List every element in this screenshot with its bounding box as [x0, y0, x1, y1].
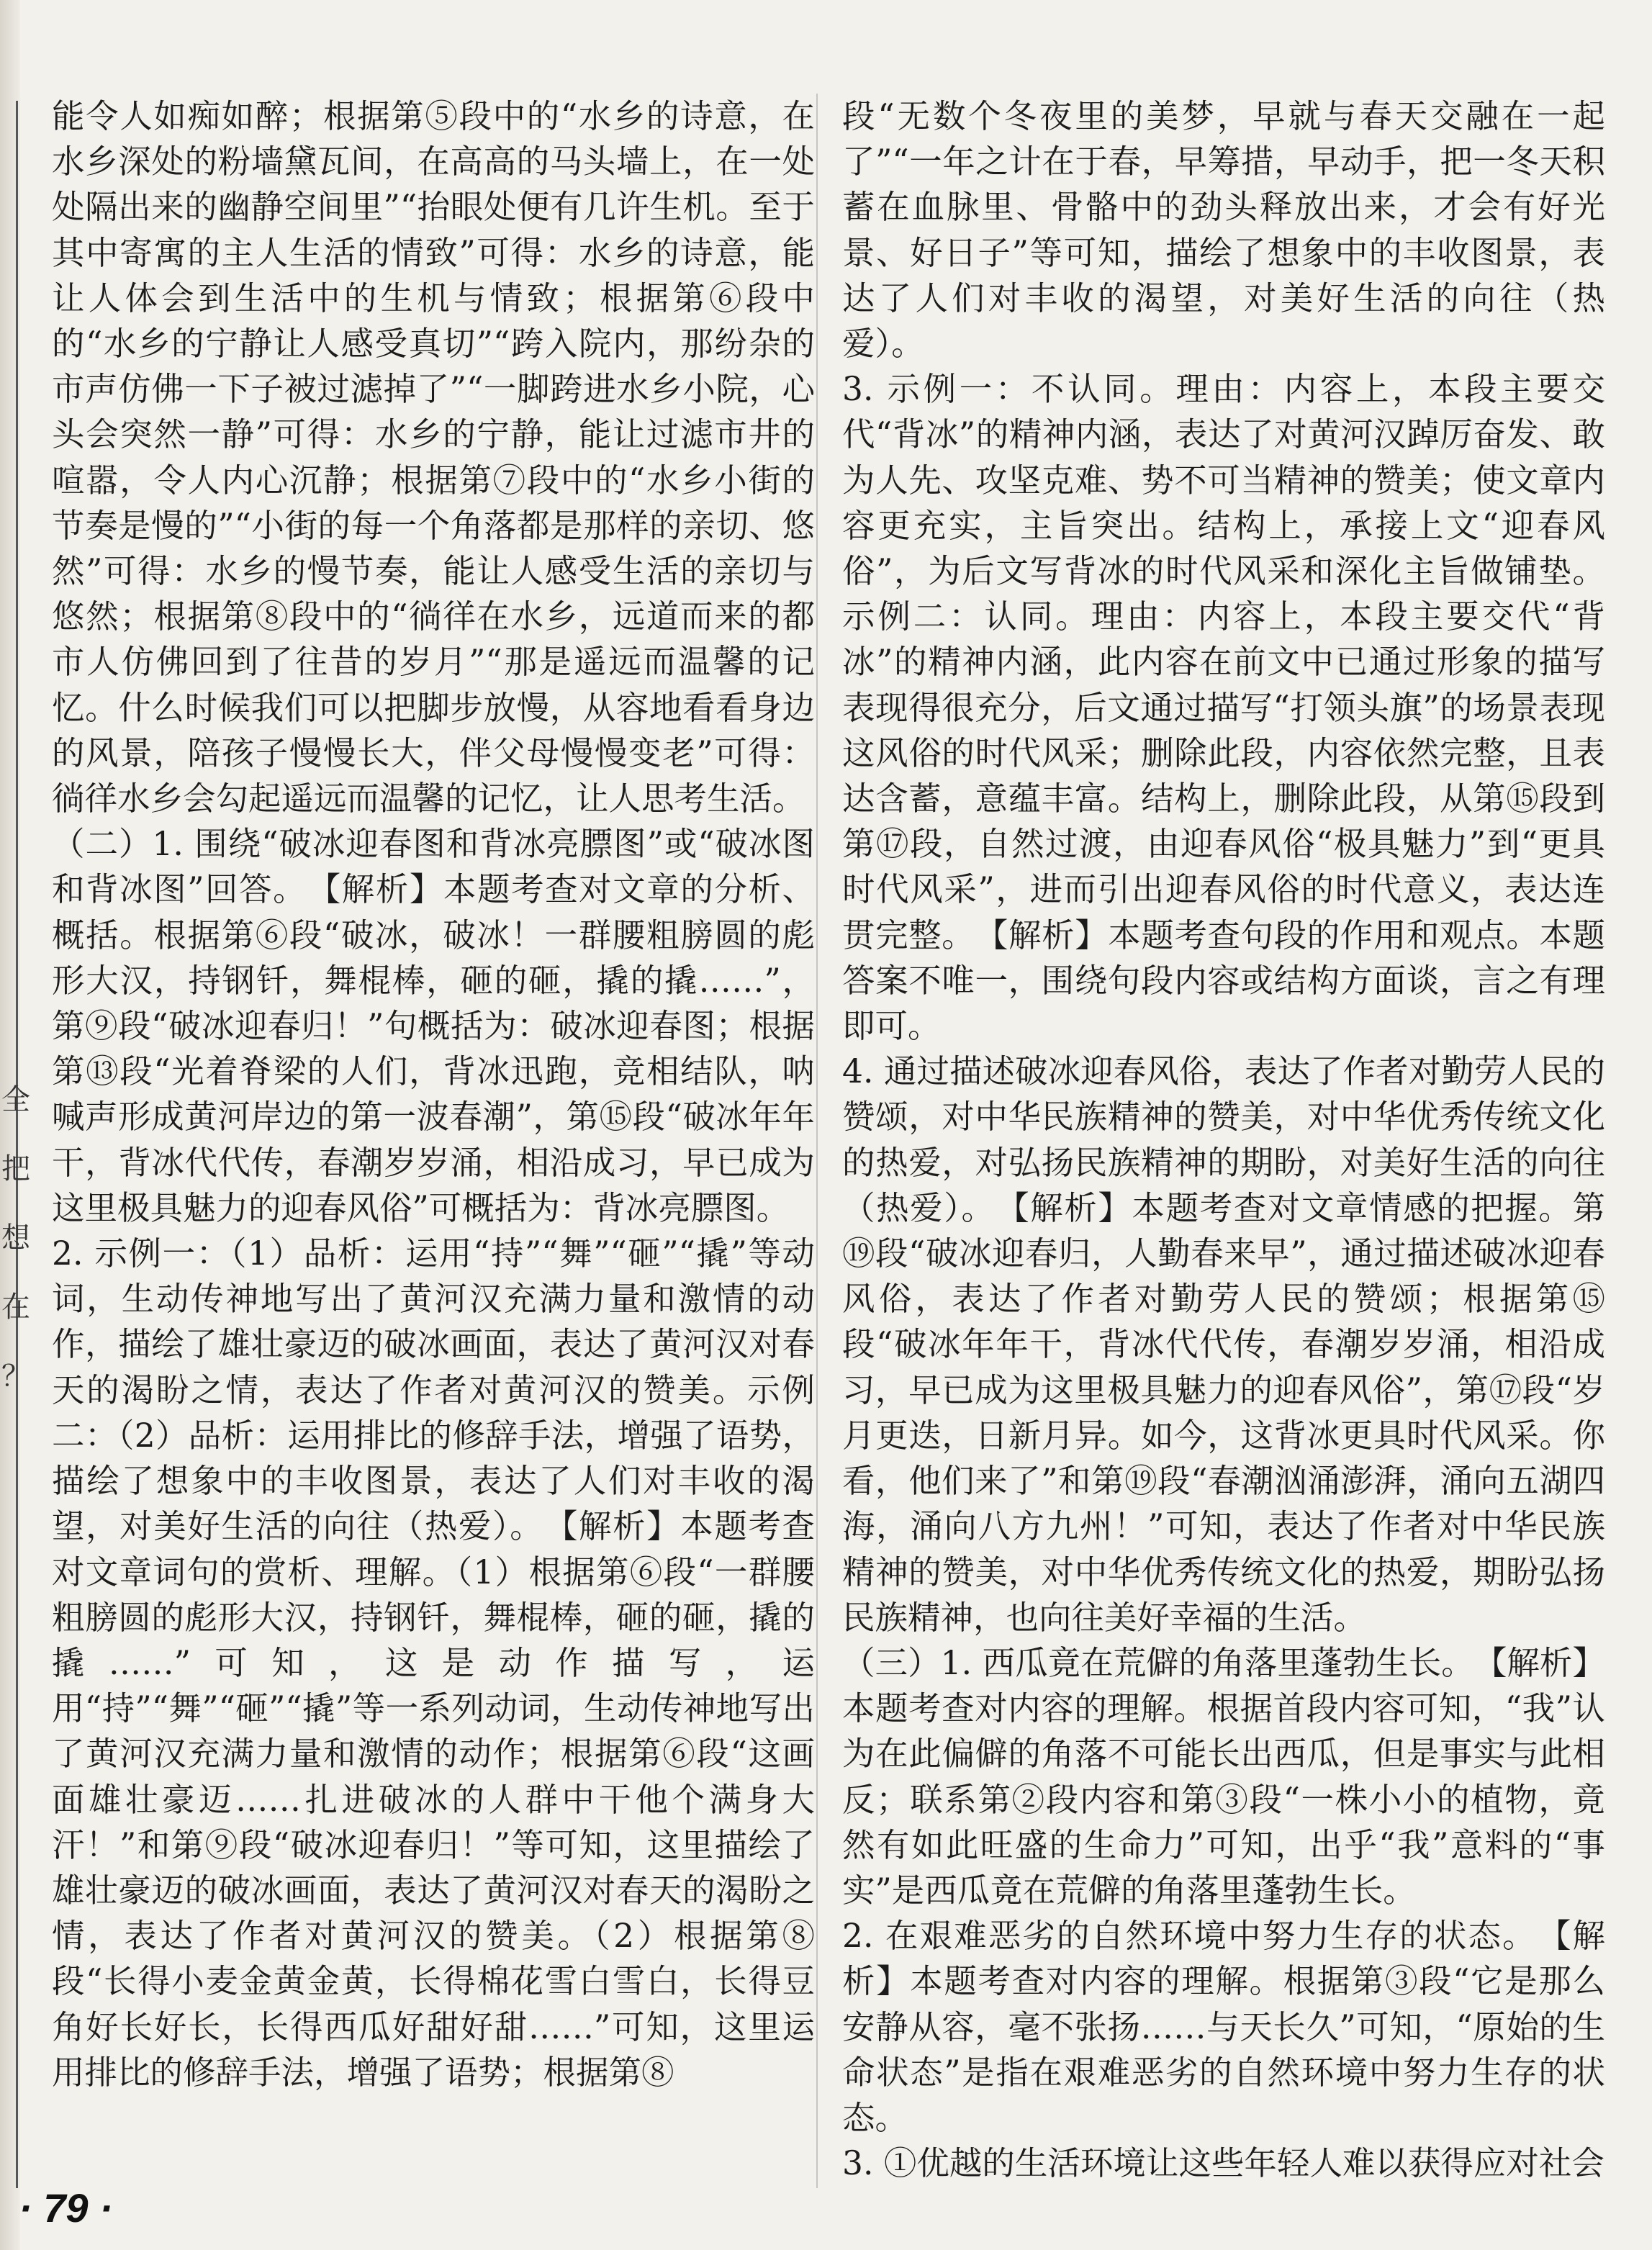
paragraph: 能令人如痴如醉；根据第⑤段中的“水乡的诗意，在水乡深处的粉墙黛瓦间，在高高的马头墙上，在一处处隔出来的幽静空间里”“抬眼处便有几许生机。至于其中寄寓的主人生活的情致”可得：水乡的诗意，能让人体会到生活中的生机与情致；根据第⑥段中的“水乡的宁静让人感受真切”“跨入院内，那纷杂的市声仿佛一下子被过滤掉了”“一脚跨进水乡小院，心头会突然一静”可得：水乡的宁静，能让过滤市井的喧嚣，令人内心沉静；根据第⑦段中的“水乡小街的节奏是慢的”“小街的每一个角落都是那样的亲切、悠然”可得：水乡的慢节奏，能让人感受生活的亲切与悠然；根据第⑧段中的“徜徉在水乡，远道而来的都市人仿佛回到了往昔的岁月”“那是遥远而温馨的记忆。什么时候我们可以把脚步放慢，从容地看看身边的风景，陪孩子慢慢长大，伴父母慢慢变老”可得：徜徉水乡会勾起遥远而温馨的记忆，让人思考生活。: [52, 97, 815, 818]
paragraph: 2. 在艰难恶劣的自然环境中努力生存的状态。 【解析】本题考查对内容的理解。根据第③段“它是那么安静从容，毫不张扬……与天长久”可知，“原始的生命状态”是指在艰难恶劣的自然环境中努力生存的状态。: [842, 1917, 1605, 2137]
page-number: · 79 ·: [19, 2185, 113, 2231]
paragraph: 2. 示例一：（1）品析：运用“持”“舞”“砸”“撬”等动词，生动传神地写出了黄河汉充满力量和激情的动作，描绘了雄壮豪迈的破冰画面，表达了黄河汉对春天的渴盼之情，表达了作者对黄河汉的赞美。示例二：（2）品析：运用排比的修辞手法，增强了语势，描绘了想象中的丰收图景，表达了人们对丰收的渴望，对美好生活的向往（热爱）。 【解析】本题考查对文章词句的赏析、理解。（1）根据第⑥段“一群腰粗膀圆的彪形大汉，持钢钎，舞棍棒，砸的砸，撬的撬……”可知，这是动作描写，运用“持”“舞”“砸”“撬”等一系列动词，生动传神地写出了黄河汉充满力量和激情的动作；根据第⑥段“这画面雄壮豪迈……扎进破冰的人群中干他个满身大汗！”和第⑨段“破冰迎春归！”等可知，这里描绘了雄壮豪迈的破冰画面，表达了黄河汉对春天的渴盼之情，表达了作者对黄河汉的赞美。（2）根据第⑧段“长得小麦金黄金黄，长得棉花雪白雪白，长得豆角好长好长，长得西瓜好甜好甜……”可知，这里运用排比的修辞手法，增强了语势；根据第⑧: [52, 1234, 815, 2092]
right-column: [842, 94, 1605, 2186]
paragraph: （三）1. 西瓜竟在荒僻的角落里蓬勃生长。 【解析】本题考查对内容的理解。根据首段内容可知，“我”认为在此偏僻的角落不可能长出西瓜，但是事实与此相反；联系第②段内容和第③段“一株小小的植物，竟然有如此旺盛的生命力”可知，出乎“我”意料的“事实”是西瓜竟在荒僻的角落里蓬勃生长。: [842, 1643, 1605, 1910]
margin-glyph: 想: [1, 1221, 30, 1255]
margin-glyphs: [1, 1065, 30, 1411]
margin-glyph: 在: [1, 1291, 30, 1324]
margin-glyph: 全: [1, 1083, 30, 1116]
paragraph: 段“无数个冬夜里的美梦，早就与春天交融在一起了”“一年之计在于春，早筹措，早动手，把一冬天积蓄在血脉里、骨骼中的劲头释放出来，才会有好光景、好日子”等可知，描绘了想象中的丰收图景，表达了人们对丰收的渴望，对美好生活的向往（热爱）。: [842, 97, 1605, 363]
paragraph: 4. 通过描述破冰迎春风俗，表达了作者对勤劳人民的赞颂，对中华民族精神的赞美，对中华优秀传统文化的热爱，对弘扬民族精神的期盼，对美好生活的向往（热爱）。 【解析】本题考查对文章情感的把握。第⑲段“破冰迎春归，人勤春来早”，通过描述破冰迎春风俗，表达了作者对勤劳人民的赞颂；根据第⑮段“破冰年年干，背冰代代传，春潮岁岁涌，相沿成习，早已成为这里极具魅力的迎春风俗”，第⑰段“岁月更迭，日新月异。如今，这背冰更具时代风采。你看，他们来了”和第⑲段“春潮汹涌澎湃，涌向五湖四海，涌向八方九州！”可知，表达了作者对中华民族精神的赞美，对中华优秀传统文化的热爱，期盼弘扬民族精神，也向往美好幸福的生活。: [842, 1052, 1605, 1637]
paragraph: 3. 示例一：不认同。理由：内容上，本段主要交代“背冰”的精神内涵，表达了对黄河汉踔厉奋发、敢为人先、攻坚克难、势不可当精神的赞美；使文章内容更充实，主旨突出。结构上，承接上文“迎春风俗”，为后文写背冰的时代风采和深化主旨做铺垫。示例二：认同。理由：内容上，本段主要交代“背冰”的精神内涵，此内容在前文中已通过形象的描写表现得很充分，后文通过描写“打领头旗”的场景表现这风俗的时代风采；删除此段，内容依然完整，且表达含蓄，意蕴丰富。结构上，删除此段，从第⑮段到第⑰段，自然过渡，由迎春风俗“极具魅力”到“更具时代风采”，进而引出迎春风俗的时代意义，表达连贯完整。 【解析】本题考查句段的作用和观点。本题答案不唯一，围绕句段内容或结构方面谈，言之有理即可。: [842, 370, 1605, 1046]
left-column: [52, 94, 815, 2095]
paragraph: （二）1. 围绕“破冰迎春图和背冰亮膘图”或“破冰图和背冰图”回答。 【解析】本题考查对文章的分析、概括。根据第⑥段“破冰，破冰！一群腰粗膀圆的彪形大汉，持钢钎，舞棍棒，砸的砸，撬的撬……”，第⑨段“破冰迎春归！”句概括为：破冰迎春图；根据第⑬段“光着脊梁的人们，背冰迅跑，竞相结队，呐喊声形成黄河岸边的第一波春潮”，第⑮段“破冰年年干，背冰代代传，春潮岁岁涌，相沿成习，早已成为这里极具魅力的迎春风俗”可概括为：背冰亮膘图。: [52, 825, 815, 1227]
margin-glyph: ？: [1, 1360, 30, 1393]
page-number-value: 79: [43, 2185, 89, 2231]
column-divider: [816, 94, 818, 2188]
margin-glyph: 把: [1, 1152, 30, 1185]
paragraph: 3. ①优越的生活环境让这些年轻人难以获得应对社会: [842, 2144, 1604, 2183]
